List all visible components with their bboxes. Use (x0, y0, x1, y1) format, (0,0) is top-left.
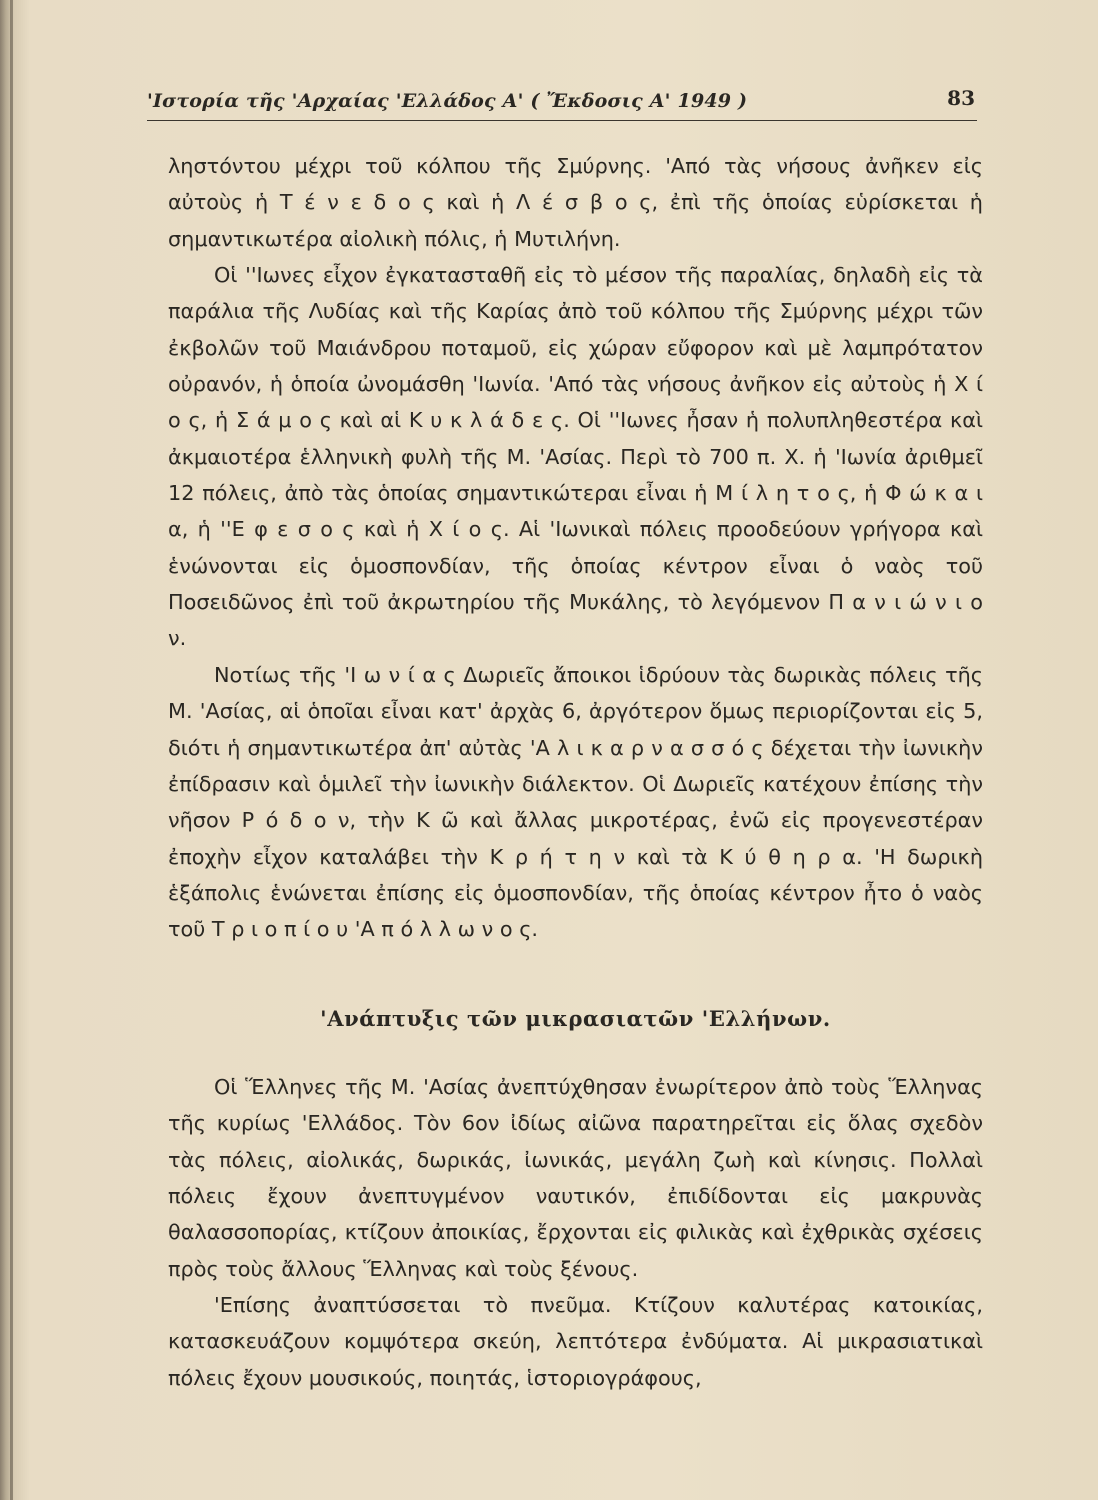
page-header (147, 86, 977, 121)
section-body-text (168, 1069, 983, 1396)
paragraph-ionians: Οἱ ''Ιωνες εἶχον ἐγκατασταθῆ εἰς τὸ μέσον τῆς παραλίας, δηλαδὴ εἰς τὰ παράλια τῆς Λυδίας καὶ τῆς Καρίας ἀπὸ τοῦ κόλπου τῆς Σμύρνης μέχρι τῶν ἐκβολῶν τοῦ Μαιάνδρου ποταμοῦ, εἰς χώραν εὔφορον καὶ μὲ λαμπρότατον οὐρανόν, ἡ ὁποία ὠνομάσθη 'Ιωνία. 'Από τὰς νήσους ἀνῆκον εἰς αὐτοὺς ἡ Χ ί ο ς, ἡ Σ ά μ ο ς καὶ αἱ Κ υ κ λ ά δ ε ς. Οἱ ''Ιωνες ἦσαν ἡ πολυπληθεστέρα καὶ ἀκμαιοτέρα ἑλληνικὴ φυλὴ τῆς Μ. 'Ασίας. Περὶ τὸ 700 π. Χ. ἡ 'Ιωνία ἀριθμεῖ 12 πόλεις, ἀπὸ τὰς ὁποίας σημαντικώτεραι εἶναι ἡ Μ ί λ η τ ο ς, ἡ Φ ώ κ α ι α, ἡ ''Ε φ ε σ ο ς καὶ ἡ Χ ί ο ς. Αἱ 'Ιωνικαὶ πόλεις προοδεύουν γρήγορα καὶ ἑνώνονται εἰς ὁμοσπονδίαν, τῆς ὁποίας κέντρον εἶναι ὁ ναὸς τοῦ Ποσειδῶνος ἐπὶ τοῦ ἀκρωτηρίου τῆς Μυκάλης, τὸ λεγόμενον Π α ν ι ώ ν ι ο ν. (168, 263, 983, 651)
book-spine-edge (10, 0, 13, 1500)
paragraph-development: Οἱ Ἕλληνες τῆς Μ. 'Ασίας ἀνεπτύχθησαν ἐνωρίτερον ἀπὸ τοὺς Ἕλληνας τῆς κυρίως 'Ελλάδος. Τὸν 6ον ἰδίως αἰῶνα παρατηρεῖται εἰς ὅλας σχεδὸν τὰς πόλεις, αἰολικάς, δωρικάς, ἰωνικάς, μεγάλη ζωὴ καὶ κίνησις. Πολλαὶ πόλεις ἔχουν ἀνεπτυγμένον ναυτικόν, ἐπιδίδονται εἰς μακρυνὰς θαλασσοπορίας, κτίζουν ἀποικίας, ἔρχονται εἰς φιλικὰς καὶ ἐχθρικὰς σχέσεις πρὸς τοὺς ἄλλους Ἕλληνας καὶ τοὺς ξένους. (168, 1075, 983, 1281)
paragraph-aeolians-continued: ληστόντου μέχρι τοῦ κόλπου τῆς Σμύρνης. 'Από τὰς νήσους ἀνῆκεν εἰς αὐτοὺς ἡ Τ έ ν ε δ ο ς καὶ ἡ Λ έ σ β ο ς, ἐπὶ τῆς ὁποίας εὑρίσκεται ἡ σημαντικωτέρα αἰολικὴ πόλις, ἡ Μυτιλήνη. (168, 154, 983, 251)
paragraph-spirit: 'Επίσης ἀναπτύσσεται τὸ πνεῦμα. Κτίζουν καλυτέρας κατοικίας, κατασκευάζουν κομψότερα σκεύη, λεπτότερα ἐνδύματα. Αἱ μικρασιατικαὶ πόλεις ἔχουν μουσικούς, ποιητάς, ἱστοριογράφους, (168, 1293, 983, 1390)
running-head: 'Ιστορία τῆς 'Αρχαίας 'Ελλάδος Α' ( Ἔκδοσις Α' 1949 ) (147, 90, 748, 112)
body-text (168, 148, 983, 948)
section-heading: 'Ανάπτυξις τῶν μικρασιατῶν 'Ελλήνων. (320, 1006, 831, 1031)
page-number: 83 (947, 86, 975, 110)
paragraph-dorians: Νοτίως τῆς 'Ι ω ν ί α ς Δωριεῖς ἄποικοι ἱδρύουν τὰς δωρικὰς πόλεις τῆς Μ. 'Ασίας, αἱ ὁποῖαι εἶναι κατ' ἀρχὰς 6, ἀργότερον ὅμως περιορίζονται εἰς 5, διότι ἡ σημαντικωτέρα ἀπ' αὐτὰς 'Α λ ι κ α ρ ν α σ σ ό ς δέχεται τὴν ἰωνικὴν ἐπίδρασιν καὶ ὁμιλεῖ τὴν ἰωνικὴν διάλεκτον. Οἱ Δωριεῖς κατέχουν ἐπίσης τὴν νῆσον Ρ ό δ ο ν, τὴν Κ ῶ καὶ ἄλλας μικροτέρας, ἐνῶ εἰς προγενεστέραν ἐποχὴν εἶχον καταλάβει τὴν Κ ρ ή τ η ν καὶ τὰ Κ ύ θ η ρ α. 'Η δωρικὴ ἑξάπολις ἑνώνεται ἐπίσης εἰς ὁμοσπονδίαν, τῆς ὁποίας κέντρον ἦτο ὁ ναὸς τοῦ Τ ρ ι ο π ί ο υ 'Α π ό λ λ ω ν ο ς. (168, 662, 983, 942)
